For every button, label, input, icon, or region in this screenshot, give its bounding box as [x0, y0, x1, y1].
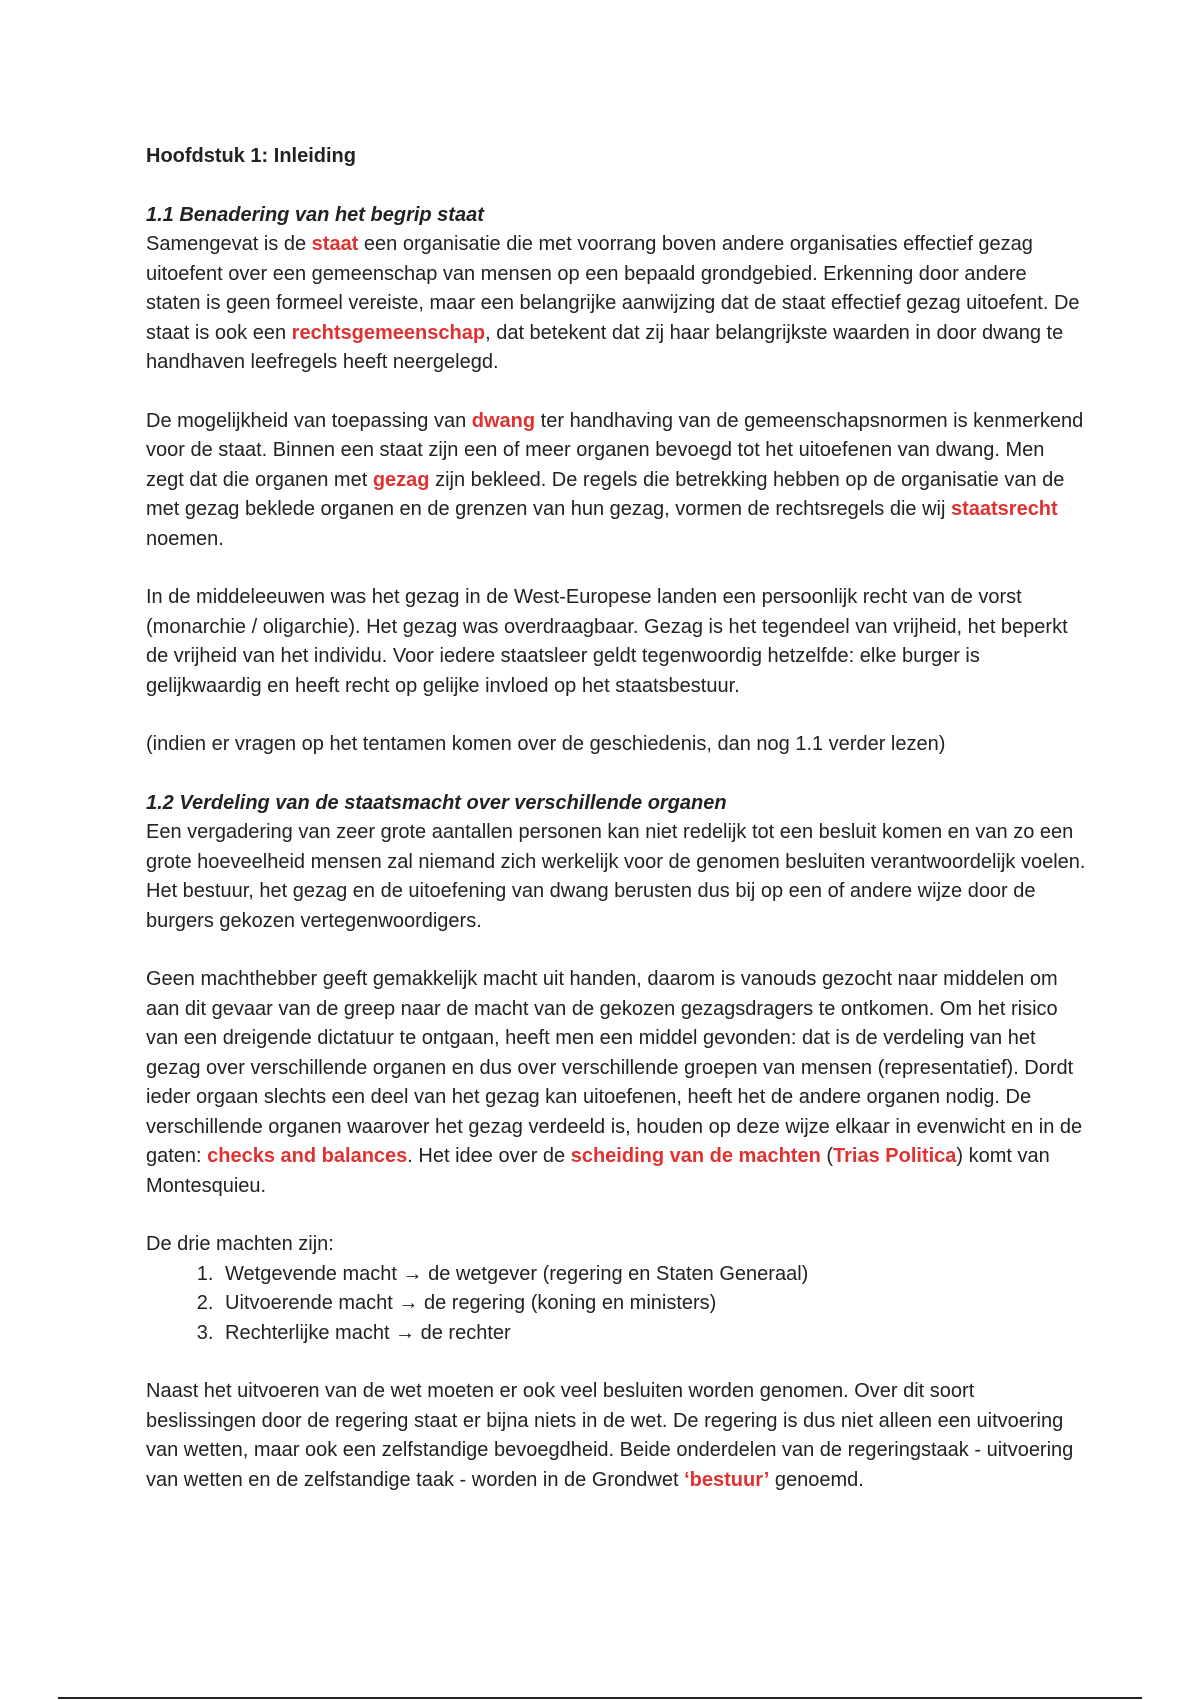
term-staatsrecht: staatsrecht	[950, 498, 1058, 520]
list-item: 2. Uitvoerende macht → de regering (koning en ministers)	[219, 1289, 1086, 1319]
term-scheiding-van-de-machten: scheiding van de machten	[570, 1145, 821, 1167]
list-item: 3. Rechterlijke macht → de rechter	[219, 1319, 1086, 1349]
term-bestuur: bestuur	[689, 1468, 764, 1491]
paragraph-1-1-note: (indien er vragen op het tentamen komen over de geschiedenis, dan nog 1.1 verder lezen)	[146, 733, 946, 755]
term-staat: staat	[311, 233, 359, 255]
paragraph-1-1-c: In de middeleeuwen was het gezag in de West-Europese landen een persoonlijk recht van de vorst (monarchie / oligarchie). Het gezag was overdraagbaar. Gezag is het tegendeel van vrijheid, het beperkt de vrijheid van het individu. Voor iedere staatsleer geldt tegenwoordig hetzelfde: elke burger is gelijkwaardig en heeft recht op gelijke invloed op het staatsbestuur.	[146, 586, 1068, 697]
paragraph-1-1-b: De mogelijkheid van toepassing van dwang ter handhaving van de gemeenschapsnormen is kenmerkend voor de staat. Binnen een staat zijn een of meer organen bevoegd tot het uitoefenen van dwang. Men zegt dat die organen met gezag zijn bekleed. De regels die betrekking hebben op de organisatie van de met gezag beklede organen en de grenzen van hun gezag, vormen de rechtsregels die wij staatsrecht noemen.	[146, 409, 1084, 550]
section-title-1-1: 1.1 Benadering van het begrip staat	[146, 203, 484, 226]
term-checks-and-balances: checks and balances	[207, 1145, 408, 1167]
paragraph-1-1-a: Samengevat is de staat een organisatie die met voorrang boven andere organisaties effectief gezag uitoefent over een gemeenschap van mensen op een bepaald grondgebied. Erkenning door andere staten is geen formeel vereiste, maar een belangrijke aanwijzing dat de staat effectief gezag uitoefent. De staat is ook een rechtsgemeenschap, dat betekent dat zij haar belangrijkste waarden in door dwang te handhaven leefregels heeft neergelegd.	[146, 233, 1080, 373]
section-title-1-2: 1.2 Verdeling van de staatsmacht over verschillende organen	[146, 791, 727, 814]
paragraph-1-2-a: Een vergadering van zeer grote aantallen personen kan niet redelijk tot een besluit komen en van zo een grote hoeveelheid mensen zal niemand zich werkelijk voor de genomen besluiten verantwoordelijk voelen. Het bestuur, het gezag en de uitoefening van dwang berusten dus bij op een of andere wijze door de burgers gekozen vertegenwoordigers.	[146, 821, 1086, 932]
term-trias-politica: Trias Politica	[833, 1145, 957, 1167]
powers-list	[146, 1260, 1086, 1349]
term-dwang: dwang	[471, 409, 536, 432]
list-intro: De drie machten zijn:	[146, 1233, 334, 1255]
paragraph-1-2-b: Geen machthebber geeft gemakkelijk macht uit handen, daarom is vanouds gezocht naar middelen om aan dit gevaar van de greep naar de macht van de gekozen gezagsdragers te ontkomen. Om het risico van een dreigende dictatuur te ontgaan, heeft men een middel gevonden: dat is de verdeling van het gezag over verschillende organen en dus over verschillende groepen van mensen (representatief). Dordt ieder orgaan slechts een deel van het gezag kan uitoefenen, heeft het de andere organen nodig. De verschillende organen waarover het gezag verdeeld is, houden op deze wijze elkaar in evenwicht en in de gaten: checks and balances. Het idee over de scheiding van de machten (Trias Politica) komt van Montesquieu.	[146, 968, 1083, 1197]
page-bottom-rule	[58, 1697, 1142, 1699]
term-rechtsgemeenschap: rechtsgemeenschap	[291, 321, 486, 344]
term-gezag: gezag	[372, 468, 430, 491]
paragraph-1-2-c: Naast het uitvoeren van de wet moeten er ook veel besluiten worden genomen. Over dit soort beslissingen door de regering staat er bijna niets in de wet. De regering is dus niet alleen een uitvoering van wetten, maar ook een zelfstandige bevoegdheid. Beide onderdelen van de regeringstaak - uitvoering van wetten en de zelfstandige taak - worden in de Grondwet ‘bestuur’ genoemd.	[146, 1380, 1074, 1491]
document-page	[146, 142, 1086, 1524]
list-item: 1. Wetgevende macht → de wetgever (regering en Staten Generaal)	[219, 1260, 1086, 1290]
chapter-title: Hoofdstuk 1: Inleiding	[146, 145, 356, 167]
